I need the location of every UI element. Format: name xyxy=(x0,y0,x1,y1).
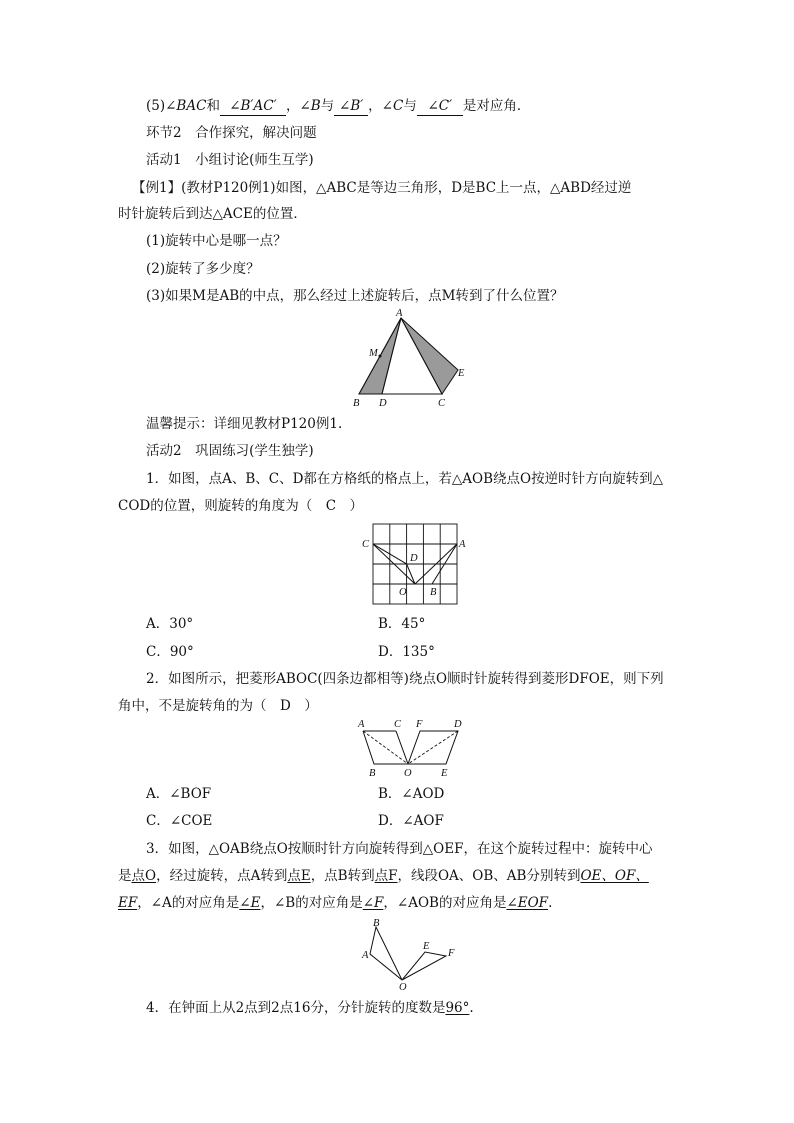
problem-2-option-a: A．∠BOF xyxy=(146,786,212,802)
label-d: D xyxy=(454,719,462,730)
text: (5) xyxy=(146,98,166,114)
label-o: O xyxy=(399,982,407,993)
problem-1-option-c: C．90° xyxy=(146,644,194,660)
question-3: (3)如果M是AB的中点，那么经过上述旋转后，点M转到了什么位置？ xyxy=(146,288,564,304)
tip-text: 温馨提示：详细见教材P120例1. xyxy=(146,416,343,432)
text: . xyxy=(469,1000,474,1016)
text: ，∠AOB的对应角是 xyxy=(383,895,507,911)
activity-1-heading: 活动1 小组讨论(师生互学) xyxy=(146,152,314,168)
label-b: B xyxy=(353,398,360,409)
label-f: F xyxy=(448,948,455,959)
label-d: D xyxy=(379,398,387,409)
problem-2-line-2: 角中，不是旋转角的为（ D ） xyxy=(118,698,318,714)
figure-problem-2-rhombi xyxy=(348,716,474,778)
label-o: O xyxy=(399,587,407,598)
figure-example-1 xyxy=(350,310,470,410)
text: 是 xyxy=(118,868,132,884)
label-c: C xyxy=(362,539,370,550)
blank-answer: 96° xyxy=(445,1000,470,1016)
text: 与 xyxy=(320,98,335,114)
question-1: (1)旋转中心是哪一点？ xyxy=(146,233,287,249)
text: ，经过旋转，点A转到 xyxy=(156,868,288,884)
label-a: A xyxy=(358,719,365,730)
problem-2-option-b: B．∠AOD xyxy=(378,786,445,802)
label-m: M xyxy=(369,348,378,359)
label-d: D xyxy=(410,553,418,564)
problem-2-option-d: D．∠AOF xyxy=(378,813,444,829)
triangle-oab xyxy=(370,927,402,980)
blank-answer: ∠F xyxy=(362,895,384,911)
label-b: B xyxy=(373,918,380,929)
text: 与 xyxy=(403,98,417,114)
text: 和 xyxy=(206,98,220,114)
dashed-do xyxy=(408,731,458,764)
text: ， xyxy=(285,98,300,114)
problem-3-line-2 xyxy=(118,867,649,885)
dashed-ao xyxy=(363,731,408,764)
intro-line-5 xyxy=(146,97,530,116)
problem-4 xyxy=(146,999,474,1017)
activity-2-heading: 活动2 巩固练习(学生独学) xyxy=(146,443,314,459)
label-e: E xyxy=(441,768,448,779)
problem-2-line-1: 2．如图所示，把菱形ABOC(四条边都相等)绕点O顺时针旋转得到菱形DFOE，则下列 xyxy=(146,671,664,687)
blank-answer: 点F xyxy=(374,868,398,884)
angle-text: ∠C xyxy=(381,98,404,114)
text: ，点B转到 xyxy=(310,868,375,884)
blank-answer: ∠E xyxy=(239,895,261,911)
problem-3-line-3 xyxy=(118,894,552,912)
blank-answer: EF xyxy=(118,895,138,911)
label-a: A xyxy=(396,308,403,319)
text: 是对应角． xyxy=(462,98,531,114)
label-e: E xyxy=(423,941,430,952)
angle-text: ∠B xyxy=(299,98,321,114)
text: . xyxy=(548,895,553,911)
angle-text: ∠BAC xyxy=(165,98,207,114)
text: ，∠B的对应角是 xyxy=(260,895,363,911)
text: ，∠A的对应角是 xyxy=(137,895,240,911)
label-c: C xyxy=(394,719,402,730)
example-1-line-2: 时针旋转后到达△ACE的位置． xyxy=(118,206,307,222)
blank-answer: ∠B′AC′ xyxy=(229,98,277,114)
problem-1-option-a: A．30° xyxy=(146,616,194,632)
text: ， xyxy=(368,98,382,114)
label-o: O xyxy=(404,768,412,779)
problem-1-option-d: D．135° xyxy=(378,644,435,660)
problem-1-line-1: 1．如图，点A、B、C、D都在方格纸的格点上，若△AOB绕点O按逆时针方向旋转到△ xyxy=(146,471,663,487)
blank-answer: ∠EOF xyxy=(506,895,549,911)
blank-answer: 点E xyxy=(287,868,311,884)
problem-3-line-1: 3．如图，△OAB绕点O按顺时针方向旋转得到△OEF，在这个旋转过程中：旋转中心 xyxy=(146,841,653,857)
shaded-triangle-ace xyxy=(401,318,458,394)
label-f: F xyxy=(416,719,423,730)
label-b: B xyxy=(369,768,376,779)
label-a: A xyxy=(362,950,369,961)
label-e: E xyxy=(458,368,465,379)
label-a: A xyxy=(459,539,466,550)
label-b: B xyxy=(430,587,437,598)
problem-1-line-2: COD的位置，则旋转的角度为（ C ） xyxy=(118,498,364,514)
question-2: (2)旋转了多少度？ xyxy=(146,261,260,277)
example-1-line-1: 【例1】(教材P120例1)如图，△ABC是等边三角形，D是BC上一点，△ABD经过逆 xyxy=(132,180,632,196)
problem-1-option-b: B．45° xyxy=(378,616,426,632)
point-m xyxy=(379,355,382,358)
blank-answer: OE、OF、 xyxy=(580,868,649,884)
blank-answer: ∠B′ xyxy=(339,98,364,114)
blank-answer: ∠C′ xyxy=(427,98,453,114)
figure-problem-3-rotation xyxy=(354,914,466,993)
label-c: C xyxy=(438,398,446,409)
section-heading: 环节2 合作探究，解决问题 xyxy=(146,125,317,141)
text: 4．在钟面上从2点到2点16分，分针旋转的度数是 xyxy=(146,1000,446,1016)
text: ，线段OA、OB、AB分别转到 xyxy=(397,868,581,884)
problem-2-option-c: C．∠COE xyxy=(146,813,213,829)
figure-problem-1-grid xyxy=(360,520,470,608)
triangle-oef xyxy=(402,952,446,980)
blank-answer: 点O xyxy=(131,868,157,884)
